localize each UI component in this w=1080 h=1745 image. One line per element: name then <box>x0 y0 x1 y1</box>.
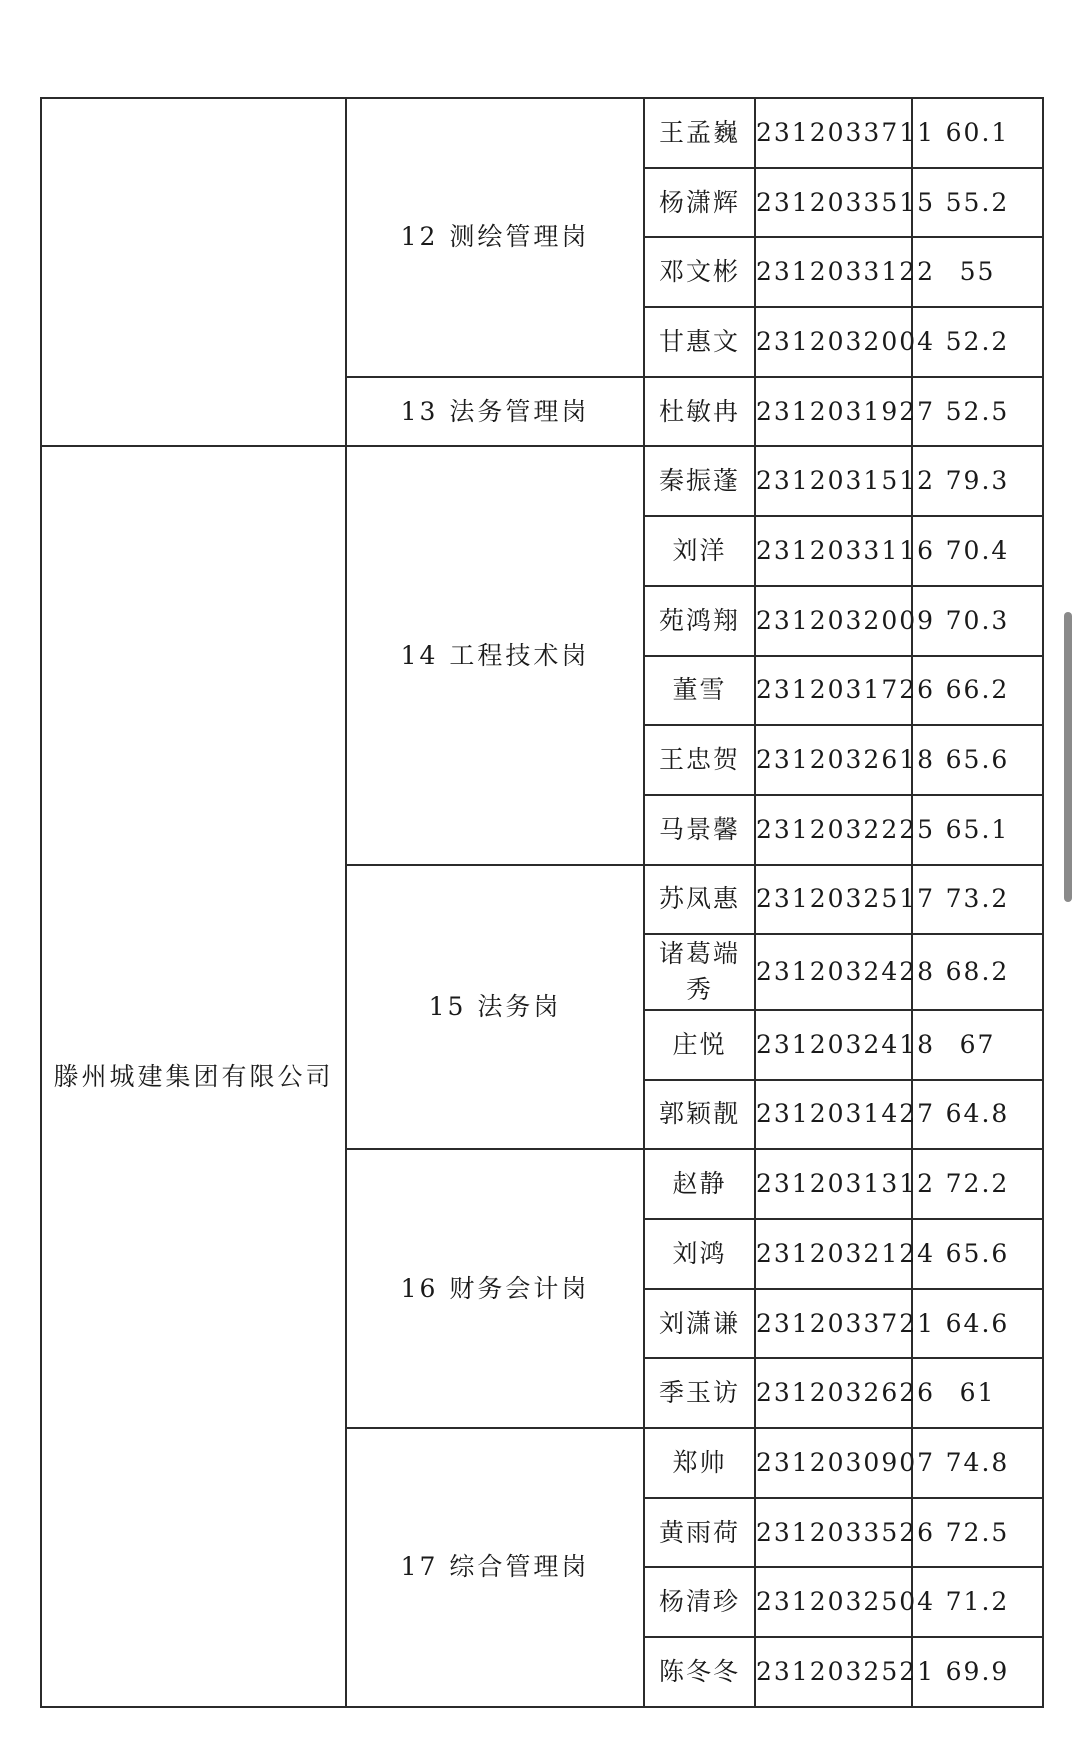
score: 52.5 <box>912 377 1043 447</box>
post-cell: 12 测绘管理岗 <box>346 98 644 377</box>
candidate-name: 杨潇辉 <box>644 168 755 238</box>
candidate-name: 陈冬冬 <box>644 1637 755 1707</box>
candidate-name: 季玉访 <box>644 1358 755 1428</box>
company-cell: 滕州城建集团有限公司 <box>41 446 346 1706</box>
post-cell: 14 工程技术岗 <box>346 446 644 864</box>
exam-number: 2312031927 <box>755 377 912 447</box>
score: 64.8 <box>912 1080 1043 1150</box>
candidate-name: 赵静 <box>644 1149 755 1219</box>
candidate-name: 郑帅 <box>644 1428 755 1498</box>
exam-number: 2312031726 <box>755 656 912 726</box>
score: 64.6 <box>912 1289 1043 1359</box>
score: 74.8 <box>912 1428 1043 1498</box>
score: 72.5 <box>912 1498 1043 1568</box>
score: 52.2 <box>912 307 1043 377</box>
candidate-name: 庄悦 <box>644 1010 755 1080</box>
score: 60.1 <box>912 98 1043 168</box>
table-row <box>41 446 1043 516</box>
results-table <box>40 97 1044 1708</box>
score: 70.4 <box>912 516 1043 586</box>
score: 70.3 <box>912 586 1043 656</box>
exam-number: 2312032626 <box>755 1358 912 1428</box>
exam-number: 2312032418 <box>755 1010 912 1080</box>
exam-number: 2312032618 <box>755 725 912 795</box>
post-cell: 17 综合管理岗 <box>346 1428 644 1707</box>
candidate-name: 王孟巍 <box>644 98 755 168</box>
candidate-name: 甘惠文 <box>644 307 755 377</box>
candidate-name: 董雪 <box>644 656 755 726</box>
exam-number: 2312032521 <box>755 1637 912 1707</box>
score: 69.9 <box>912 1637 1043 1707</box>
candidate-name: 杨清珍 <box>644 1567 755 1637</box>
score: 71.2 <box>912 1567 1043 1637</box>
candidate-name: 邓文彬 <box>644 237 755 307</box>
exam-number: 2312031512 <box>755 446 912 516</box>
post-cell: 13 法务管理岗 <box>346 377 644 447</box>
exam-number: 2312032004 <box>755 307 912 377</box>
exam-number: 2312031427 <box>755 1080 912 1150</box>
exam-number: 2312033122 <box>755 237 912 307</box>
candidate-name: 刘潇谦 <box>644 1289 755 1359</box>
score: 65.6 <box>912 725 1043 795</box>
vertical-scrollbar[interactable] <box>1064 612 1072 902</box>
exam-number: 2312032428 <box>755 934 912 1010</box>
candidate-name: 刘洋 <box>644 516 755 586</box>
candidate-name: 黄雨荷 <box>644 1498 755 1568</box>
results-table-body <box>41 98 1043 1707</box>
exam-number: 2312032225 <box>755 795 912 865</box>
exam-number: 2312033116 <box>755 516 912 586</box>
score: 68.2 <box>912 934 1043 1010</box>
post-cell: 15 法务岗 <box>346 865 644 1150</box>
exam-number: 2312032009 <box>755 586 912 656</box>
candidate-name: 郭颖靓 <box>644 1080 755 1150</box>
candidate-name: 王忠贺 <box>644 725 755 795</box>
exam-number: 2312031312 <box>755 1149 912 1219</box>
exam-number: 2312030907 <box>755 1428 912 1498</box>
exam-number: 2312033515 <box>755 168 912 238</box>
exam-number: 2312033526 <box>755 1498 912 1568</box>
score: 73.2 <box>912 865 1043 935</box>
score: 65.1 <box>912 795 1043 865</box>
exam-number: 2312033711 <box>755 98 912 168</box>
candidate-name: 刘鸿 <box>644 1219 755 1289</box>
candidate-name: 苏凤惠 <box>644 865 755 935</box>
score: 79.3 <box>912 446 1043 516</box>
exam-number: 2312032517 <box>755 865 912 935</box>
post-cell: 16 财务会计岗 <box>346 1149 644 1428</box>
company-cell <box>41 98 346 446</box>
score: 66.2 <box>912 656 1043 726</box>
score: 61 <box>912 1358 1043 1428</box>
candidate-name: 苑鸿翔 <box>644 586 755 656</box>
score: 55 <box>912 237 1043 307</box>
exam-number: 2312032504 <box>755 1567 912 1637</box>
table-row <box>41 98 1043 168</box>
candidate-name: 杜敏冉 <box>644 377 755 447</box>
candidate-name: 马景馨 <box>644 795 755 865</box>
candidate-name: 秦振蓬 <box>644 446 755 516</box>
exam-number: 2312033721 <box>755 1289 912 1359</box>
candidate-name: 诸葛端秀 <box>644 934 755 1010</box>
score: 55.2 <box>912 168 1043 238</box>
score: 65.6 <box>912 1219 1043 1289</box>
score: 67 <box>912 1010 1043 1080</box>
exam-number: 2312032124 <box>755 1219 912 1289</box>
score: 72.2 <box>912 1149 1043 1219</box>
